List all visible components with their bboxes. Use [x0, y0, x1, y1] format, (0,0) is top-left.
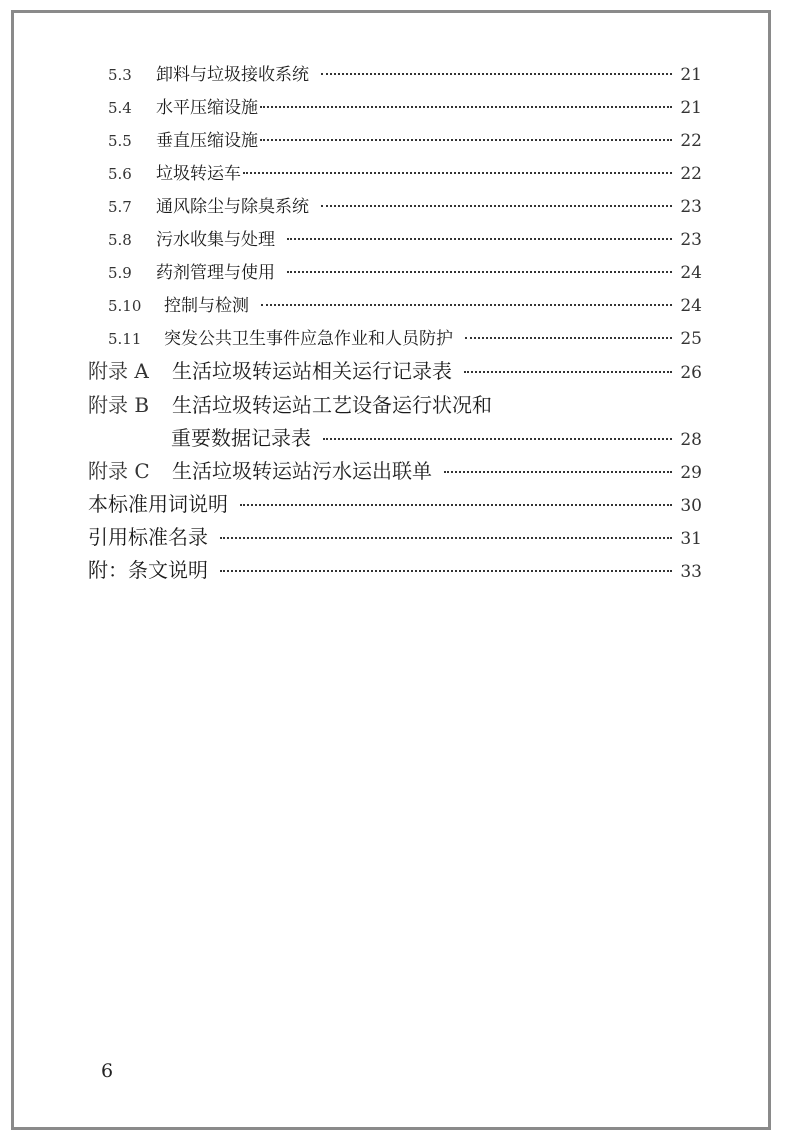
toc-entry-5-6	[108, 159, 702, 184]
toc-title: 垃圾转运车	[156, 164, 241, 184]
dot-leader	[240, 504, 672, 506]
toc-entry-explanation	[88, 554, 702, 583]
toc-number: 5.4	[108, 99, 132, 117]
toc-number: 5.5	[108, 132, 132, 150]
toc-page-number: 31	[680, 529, 702, 549]
toc-title: 附：条文说明	[88, 558, 208, 582]
toc-number: 5.3	[108, 66, 132, 84]
toc-page-number: 29	[680, 463, 702, 483]
toc-title: 重要数据记录表	[171, 426, 311, 450]
toc-title: 药剂管理与使用	[156, 263, 275, 283]
toc-entry-references	[88, 521, 702, 550]
toc-title: 卸料与垃圾接收系统	[156, 65, 309, 85]
toc-entry-appendix-b-continued	[171, 422, 702, 451]
toc-entry-5-7	[108, 192, 702, 217]
toc-title: 本标准用词说明	[88, 492, 228, 516]
dot-leader	[260, 139, 672, 141]
dot-leader	[465, 337, 672, 339]
toc-entry-wording	[88, 488, 702, 517]
toc-number: 附录 C	[88, 459, 150, 483]
dot-leader	[261, 304, 672, 306]
toc-page-number: 22	[680, 131, 702, 151]
toc-page-number: 30	[680, 496, 702, 516]
toc-title: 水平压缩设施	[156, 98, 258, 118]
toc-title: 垂直压缩设施	[156, 131, 258, 151]
toc-entry-5-11	[108, 324, 702, 349]
toc-entry-5-4	[108, 93, 702, 118]
toc-page-number: 25	[680, 329, 702, 349]
page-number: 6	[101, 1060, 114, 1082]
toc-number: 5.7	[108, 198, 132, 216]
toc-number: 5.6	[108, 165, 132, 183]
toc-number: 附录 B	[88, 393, 150, 417]
toc-entry-appendix-c	[88, 455, 702, 484]
dot-leader	[321, 205, 672, 207]
dot-leader	[220, 537, 672, 539]
toc-title: 引用标准名录	[88, 525, 208, 549]
toc-page-number: 24	[680, 263, 702, 283]
toc-page-number: 24	[680, 296, 702, 316]
toc-number: 5.10	[108, 297, 142, 315]
toc-number: 5.9	[108, 264, 132, 282]
toc-title: 污水收集与处理	[156, 230, 275, 250]
toc-title: 生活垃圾转运站工艺设备运行状况和	[172, 393, 492, 417]
toc-page-number: 28	[680, 430, 702, 450]
toc-number: 5.11	[108, 330, 142, 348]
toc-page-number: 26	[680, 363, 702, 383]
toc-title: 通风除尘与除臭系统	[156, 197, 309, 217]
toc-entry-5-5	[108, 126, 702, 151]
dot-leader	[323, 438, 672, 440]
dot-leader	[260, 106, 672, 108]
dot-leader	[444, 471, 672, 473]
toc-entry-5-8	[108, 225, 702, 250]
dot-leader	[220, 570, 672, 572]
toc-title: 控制与检测	[164, 296, 249, 316]
dot-leader	[287, 238, 672, 240]
toc-page-number: 22	[680, 164, 702, 184]
toc-title: 生活垃圾转运站相关运行记录表	[172, 359, 452, 383]
dot-leader	[287, 271, 672, 273]
toc-title: 生活垃圾转运站污水运出联单	[172, 459, 432, 483]
toc-page-number: 23	[680, 230, 702, 250]
dot-leader	[321, 73, 672, 75]
dot-leader	[243, 172, 672, 174]
toc-entry-5-10	[108, 291, 702, 316]
toc-entry-5-3	[108, 60, 702, 85]
toc-page-number: 21	[680, 65, 702, 85]
toc-entry-5-9	[108, 258, 702, 283]
toc-page-number: 21	[680, 98, 702, 118]
toc-number: 附录 A	[88, 359, 149, 383]
toc-number: 5.8	[108, 231, 132, 249]
toc-title: 突发公共卫生事件应急作业和人员防护	[164, 329, 453, 349]
dot-leader	[464, 371, 672, 373]
toc-entry-appendix-a	[88, 355, 702, 384]
toc-page-number: 33	[680, 562, 702, 582]
toc-entry-appendix-b	[88, 389, 702, 418]
toc-page-number: 23	[680, 197, 702, 217]
